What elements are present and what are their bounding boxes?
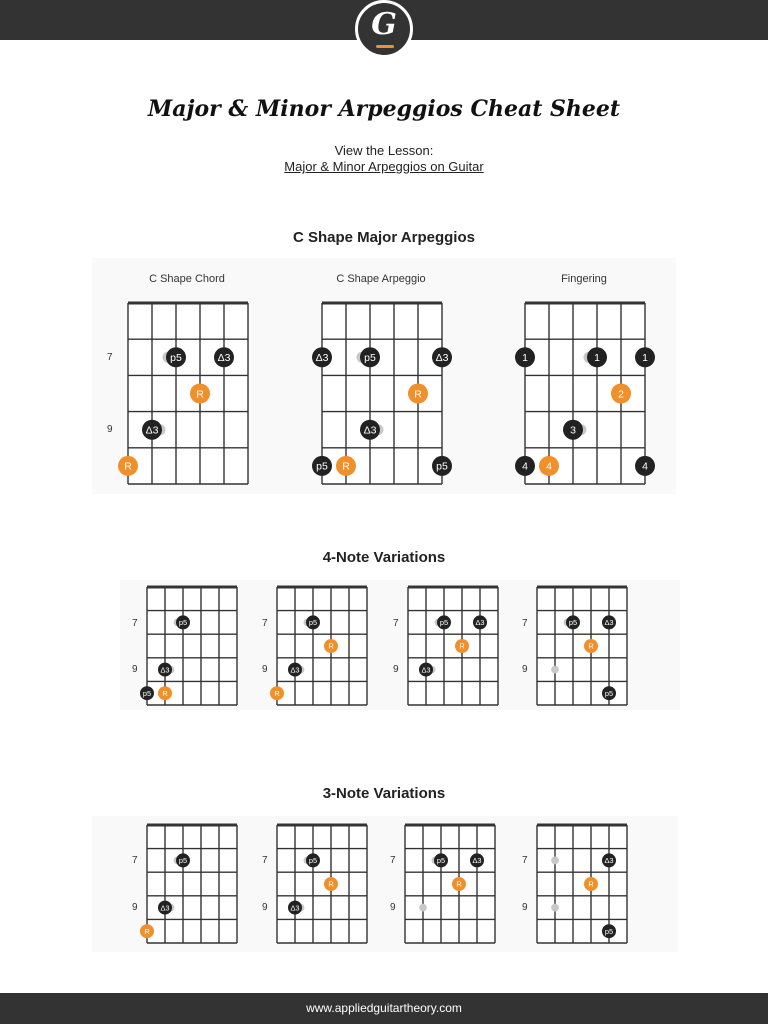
note-label: R <box>274 688 280 698</box>
lesson-subtitle: View the Lesson: <box>334 143 434 158</box>
fretboard-bg <box>277 587 367 705</box>
note-label: p5 <box>364 352 376 365</box>
note-label: R <box>456 879 462 889</box>
note-label: p5 <box>308 856 318 866</box>
section-heading-c-shape: C Shape Major Arpeggios <box>293 229 475 246</box>
fretboard-4-note-1 <box>136 576 248 716</box>
note-label: R <box>414 388 422 401</box>
fretboard-3-note-4 <box>526 814 638 954</box>
logo[interactable] <box>355 0 413 58</box>
fretboard-c-shape-arpeggio <box>308 289 456 498</box>
fretboard-bg <box>405 825 495 943</box>
fretboard-4-note-3 <box>397 576 509 716</box>
fret-label-7: 7 <box>262 855 268 866</box>
fret-label-9: 9 <box>522 902 528 913</box>
note-label: p5 <box>142 688 152 698</box>
fret-label-7: 7 <box>393 618 399 629</box>
note-label: p5 <box>316 460 328 473</box>
fretboard-4-note-2 <box>266 576 378 716</box>
footer-url[interactable]: www.appliedguitartheory.com <box>306 1001 462 1015</box>
fretboard-c-shape-chord <box>114 289 262 498</box>
fret-label-7: 7 <box>262 618 268 629</box>
note-label: Δ3 <box>145 424 159 437</box>
note-label: R <box>588 641 594 651</box>
note-label: R <box>588 879 594 889</box>
note-label: Δ3 <box>290 665 300 675</box>
fretboard-bg <box>128 303 248 484</box>
fret-label-9: 9 <box>522 664 528 675</box>
note-label: p5 <box>568 618 578 628</box>
diagram-label-fingering: Fingering <box>561 273 607 285</box>
fretboard-fingering <box>511 289 659 498</box>
note-label: Δ3 <box>435 352 449 365</box>
fretboard-bg <box>277 825 367 943</box>
note-label: p5 <box>439 618 449 628</box>
lesson-link[interactable]: Major & Minor Arpeggios on Guitar <box>284 159 484 174</box>
note-label: R <box>328 641 334 651</box>
note-label: R <box>162 688 168 698</box>
note-label: p5 <box>178 856 188 866</box>
fret-label-7: 7 <box>522 855 528 866</box>
fretboard-bg <box>537 587 627 705</box>
note-label: p5 <box>436 856 446 866</box>
note-label: p5 <box>308 618 318 628</box>
note-label: Δ3 <box>315 352 329 365</box>
fretboard-bg <box>147 825 237 943</box>
fret-label-7: 7 <box>390 855 396 866</box>
note-label: R <box>342 460 350 473</box>
note-label: 4 <box>522 460 528 473</box>
fret-label-9: 9 <box>390 902 396 913</box>
ghost-note-dot <box>551 666 559 674</box>
note-label: 4 <box>642 460 648 473</box>
fret-label-9: 9 <box>132 902 138 913</box>
section-heading-3-note: 3-Note Variations <box>322 785 446 802</box>
logo-swoosh-icon <box>376 45 394 48</box>
fret-label-9: 9 <box>132 664 138 675</box>
note-label: R <box>459 641 465 651</box>
ghost-note-dot <box>419 904 427 912</box>
note-label: p5 <box>604 688 614 698</box>
fretboard-4-note-4 <box>526 576 638 716</box>
note-label: 4 <box>546 460 552 473</box>
note-label: 1 <box>594 352 600 365</box>
note-label: 1 <box>522 352 528 365</box>
logo-letter: G <box>371 7 397 42</box>
note-label: 1 <box>642 352 648 365</box>
note-label: Δ3 <box>472 856 482 866</box>
fret-label-9: 9 <box>393 664 399 675</box>
note-label: R <box>196 388 204 401</box>
diagram-label-chord: C Shape Chord <box>149 273 225 285</box>
note-label: R <box>124 460 132 473</box>
note-label: Δ3 <box>160 903 170 913</box>
note-label: p5 <box>170 352 182 365</box>
note-label: Δ3 <box>290 903 300 913</box>
fretboard-bg <box>147 587 237 705</box>
note-label: 2 <box>618 388 624 401</box>
fret-label-7: 7 <box>132 855 138 866</box>
fretboard-3-note-2 <box>266 814 378 954</box>
fret-label-7: 7 <box>107 352 113 363</box>
note-label: Δ3 <box>421 665 431 675</box>
note-label: p5 <box>178 618 188 628</box>
page-title: Major & Minor Arpeggios Cheat Sheet <box>147 96 621 122</box>
ghost-note-dot <box>551 904 559 912</box>
note-label: R <box>144 926 150 936</box>
note-label: Δ3 <box>363 424 377 437</box>
fret-label-9: 9 <box>262 902 268 913</box>
note-label: Δ3 <box>217 352 231 365</box>
fret-label-9: 9 <box>262 664 268 675</box>
fretboard-3-note-3 <box>394 814 506 954</box>
diagram-label-arpeggio: C Shape Arpeggio <box>336 273 426 285</box>
ghost-note-dot <box>551 857 559 865</box>
note-label: Δ3 <box>475 618 485 628</box>
lesson-link-row <box>0 159 768 174</box>
note-label: Δ3 <box>160 665 170 675</box>
fretboard-3-note-1 <box>136 814 248 954</box>
note-label: 3 <box>570 424 576 437</box>
footer-bar <box>0 993 768 1024</box>
note-label: Δ3 <box>604 856 614 866</box>
note-label: p5 <box>436 460 448 473</box>
fretboard-bg <box>537 825 627 943</box>
fret-label-7: 7 <box>132 618 138 629</box>
section-heading-4-note: 4-Note Variations <box>322 549 446 566</box>
fret-label-9: 9 <box>107 424 113 435</box>
note-label: p5 <box>604 926 614 936</box>
fret-label-7: 7 <box>522 618 528 629</box>
fretboard-bg <box>408 587 498 705</box>
note-label: R <box>328 879 334 889</box>
note-label: Δ3 <box>604 618 614 628</box>
